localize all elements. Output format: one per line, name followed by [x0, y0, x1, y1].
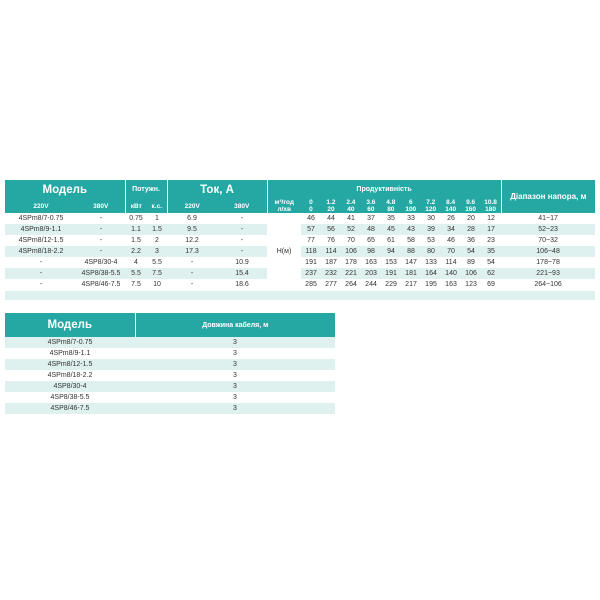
current-header: Ток, А — [167, 180, 267, 199]
cable-model-cell: 4SPm8/18-2.2 — [5, 370, 135, 381]
head-value-cell: 61 — [381, 235, 401, 246]
cable-length-cell: 3 — [135, 359, 335, 370]
cable-length-cell: 3 — [135, 337, 335, 348]
head-value-cell: 54 — [481, 257, 501, 268]
current-220v-cell: 9.5 — [167, 224, 217, 235]
cable-table-row — [5, 370, 335, 381]
model-380v-cell: - — [77, 213, 125, 224]
flow-m3-value: 0 — [301, 199, 321, 206]
cable-length-header: Довжина кабеля, м — [135, 313, 335, 337]
head-value-cell: 41 — [341, 213, 361, 224]
cable-length-cell: 3 — [135, 381, 335, 392]
head-value-cell: 140 — [441, 268, 461, 279]
current-380v-cell: 10.9 — [217, 257, 267, 268]
cable-table-row — [5, 381, 335, 392]
power-kw-cell: 0.75 — [125, 213, 147, 224]
flow-l-value: 20 — [321, 206, 341, 213]
head-value-cell: 36 — [461, 235, 481, 246]
power-hp-cell: 10 — [147, 279, 167, 290]
head-value-cell: 203 — [361, 268, 381, 279]
cable-table-row — [5, 337, 335, 348]
voltage-220-header: 220V — [5, 199, 77, 213]
cable-length-cell: 3 — [135, 403, 335, 414]
model-380v-cell: - — [77, 235, 125, 246]
model-220v-cell: 4SPm8/18-2.2 — [5, 246, 77, 257]
cable-length-cell: 3 — [135, 370, 335, 381]
cable-table-row — [5, 392, 335, 403]
hp-header: к.с. — [147, 199, 167, 213]
flow-unit-m3: м³/год — [274, 199, 294, 206]
flow-l-value: 140 — [441, 206, 461, 213]
cable-length-cell: 3 — [135, 348, 335, 359]
head-value-cell: 114 — [321, 246, 341, 257]
spec-table-row — [5, 224, 595, 235]
current-220v-cell: - — [167, 268, 217, 279]
head-value-cell: 35 — [381, 213, 401, 224]
head-value-cell: 46 — [301, 213, 321, 224]
head-value-cell: 163 — [441, 279, 461, 290]
head-value-cell: 187 — [321, 257, 341, 268]
head-value-cell: 244 — [361, 279, 381, 290]
model-380v-cell: - — [77, 224, 125, 235]
head-value-cell: 94 — [381, 246, 401, 257]
head-value-cell: 163 — [361, 257, 381, 268]
flow-l-value: 120 — [421, 206, 441, 213]
power-kw-cell: 5.5 — [125, 268, 147, 279]
head-value-cell: 58 — [401, 235, 421, 246]
head-value-cell: 53 — [421, 235, 441, 246]
head-value-cell: 52 — [341, 224, 361, 235]
spec-table-row — [5, 268, 595, 279]
head-value-cell: 277 — [321, 279, 341, 290]
spec-table-footer-band — [5, 291, 595, 300]
cable-model-cell: 4SPm8/12-1.5 — [5, 359, 135, 370]
flow-unit-l: л/хв — [277, 206, 292, 213]
cable-length-table — [5, 313, 335, 414]
kw-header: кВт — [125, 199, 147, 213]
current-220v-cell: - — [167, 257, 217, 268]
pump-spec-table-container — [5, 180, 595, 300]
power-hp-cell: 3 — [147, 246, 167, 257]
head-value-cell: 37 — [361, 213, 381, 224]
head-value-cell: 45 — [381, 224, 401, 235]
head-value-cell: 44 — [321, 213, 341, 224]
current-380v-cell: - — [217, 224, 267, 235]
flow-l-value: 80 — [381, 206, 401, 213]
cable-table-row — [5, 403, 335, 414]
power-kw-cell: 7.5 — [125, 279, 147, 290]
flow-values-header — [301, 199, 501, 213]
flow-m3-value: 6 — [401, 199, 421, 206]
model-220v-cell: 4SPm8/7-0.75 — [5, 213, 77, 224]
head-value-cell: 217 — [401, 279, 421, 290]
head-value-cell: 17 — [481, 224, 501, 235]
head-value-cell: 28 — [461, 224, 481, 235]
power-hp-cell: 1 — [147, 213, 167, 224]
head-range-cell: 264~106 — [501, 279, 595, 290]
head-value-cell: 98 — [361, 246, 381, 257]
model-380v-cell: 4SP8/30-4 — [77, 257, 125, 268]
current-220-header: 220V — [167, 199, 217, 213]
cable-model-cell: 4SP8/46-7.5 — [5, 403, 135, 414]
head-value-cell: 147 — [401, 257, 421, 268]
head-value-cell: 70 — [441, 246, 461, 257]
flow-l-value: 60 — [361, 206, 381, 213]
cable-model-cell: 4SP8/30-4 — [5, 381, 135, 392]
model-380v-cell: 4SP8/46-7.5 — [77, 279, 125, 290]
power-kw-cell: 4 — [125, 257, 147, 268]
head-value-cell: 164 — [421, 268, 441, 279]
head-value-cell: 56 — [321, 224, 341, 235]
spec-table-row — [5, 279, 595, 290]
model-header: Модель — [5, 180, 125, 199]
spec-table-body — [5, 213, 595, 290]
flow-l-value: 40 — [341, 206, 361, 213]
spec-table-row — [5, 246, 595, 257]
current-380v-cell: - — [217, 235, 267, 246]
head-value-cell: 195 — [421, 279, 441, 290]
current-380v-cell: - — [217, 246, 267, 257]
voltage-380-header: 380V — [77, 199, 125, 213]
spec-table-row — [5, 213, 595, 224]
cable-table-container — [5, 313, 335, 414]
head-value-cell: 80 — [421, 246, 441, 257]
flow-units-header — [267, 199, 301, 213]
power-hp-cell: 2 — [147, 235, 167, 246]
cable-table-row — [5, 359, 335, 370]
flow-m3-value: 3.6 — [361, 199, 381, 206]
cable-table-body — [5, 337, 335, 414]
model-220v-cell: - — [5, 257, 77, 268]
power-hp-cell: 1.5 — [147, 224, 167, 235]
head-value-cell: 285 — [301, 279, 321, 290]
head-value-cell: 237 — [301, 268, 321, 279]
power-kw-cell: 2.2 — [125, 246, 147, 257]
cable-table-row — [5, 348, 335, 359]
head-unit-label: H(м) — [267, 213, 301, 290]
head-value-cell: 12 — [481, 213, 501, 224]
flow-l-value: 0 — [301, 206, 321, 213]
head-value-cell: 133 — [421, 257, 441, 268]
head-value-cell: 39 — [421, 224, 441, 235]
flow-m3-value: 9.6 — [461, 199, 481, 206]
head-value-cell: 33 — [401, 213, 421, 224]
head-value-cell: 62 — [481, 268, 501, 279]
current-220v-cell: 17.3 — [167, 246, 217, 257]
head-range-cell: 52~23 — [501, 224, 595, 235]
head-range-header: Діапазон напора, м — [501, 180, 595, 213]
head-value-cell: 114 — [441, 257, 461, 268]
pump-spec-table — [5, 180, 595, 290]
head-value-cell: 54 — [461, 246, 481, 257]
cable-length-cell: 3 — [135, 392, 335, 403]
model-220v-cell: 4SPm8/9-1.1 — [5, 224, 77, 235]
head-value-cell: 88 — [401, 246, 421, 257]
head-range-cell: 178~78 — [501, 257, 595, 268]
cable-table-header — [5, 313, 335, 337]
flow-m3-value: 8.4 — [441, 199, 461, 206]
head-value-cell: 191 — [301, 257, 321, 268]
head-value-cell: 43 — [401, 224, 421, 235]
flow-m3-value: 1.2 — [321, 199, 341, 206]
current-220v-cell: 6.9 — [167, 213, 217, 224]
head-value-cell: 153 — [381, 257, 401, 268]
head-value-cell: 232 — [321, 268, 341, 279]
flow-l-row — [301, 206, 501, 213]
head-value-cell: 30 — [421, 213, 441, 224]
current-380v-cell: - — [217, 213, 267, 224]
cable-model-cell: 4SP8/38-5.5 — [5, 392, 135, 403]
flow-m3-value: 4.8 — [381, 199, 401, 206]
head-value-cell: 89 — [461, 257, 481, 268]
model-220v-cell: - — [5, 268, 77, 279]
model-380v-cell: - — [77, 246, 125, 257]
model-220v-cell: - — [5, 279, 77, 290]
head-value-cell: 118 — [301, 246, 321, 257]
head-value-cell: 123 — [461, 279, 481, 290]
flow-l-value: 160 — [461, 206, 481, 213]
productivity-header: Продуктивність — [267, 180, 501, 199]
current-380-header: 380V — [217, 199, 267, 213]
flow-l-value: 100 — [401, 206, 421, 213]
cable-model-header: Модель — [5, 313, 135, 337]
flow-l-value: 180 — [481, 206, 501, 213]
head-value-cell: 69 — [481, 279, 501, 290]
head-value-cell: 181 — [401, 268, 421, 279]
spec-table-row — [5, 235, 595, 246]
cable-model-cell: 4SPm8/7-0.75 — [5, 337, 135, 348]
head-value-cell: 229 — [381, 279, 401, 290]
head-range-cell: 41~17 — [501, 213, 595, 224]
flow-m3-value: 10.8 — [481, 199, 501, 206]
head-value-cell: 191 — [381, 268, 401, 279]
current-220v-cell: - — [167, 279, 217, 290]
head-value-cell: 106 — [461, 268, 481, 279]
head-value-cell: 34 — [441, 224, 461, 235]
head-value-cell: 65 — [361, 235, 381, 246]
head-value-cell: 48 — [361, 224, 381, 235]
head-value-cell: 264 — [341, 279, 361, 290]
model-220v-cell: 4SPm8/12-1.5 — [5, 235, 77, 246]
head-value-cell: 221 — [341, 268, 361, 279]
spec-table-row — [5, 257, 595, 268]
head-range-cell: 106~48 — [501, 246, 595, 257]
head-value-cell: 77 — [301, 235, 321, 246]
head-value-cell: 23 — [481, 235, 501, 246]
head-value-cell: 106 — [341, 246, 361, 257]
flow-m3-value: 7.2 — [421, 199, 441, 206]
head-value-cell: 26 — [441, 213, 461, 224]
head-value-cell: 57 — [301, 224, 321, 235]
power-kw-cell: 1.1 — [125, 224, 147, 235]
flow-m3-value: 2.4 — [341, 199, 361, 206]
head-range-cell: 70~32 — [501, 235, 595, 246]
current-380v-cell: 15.4 — [217, 268, 267, 279]
head-value-cell: 76 — [321, 235, 341, 246]
power-header: Потужн. — [125, 180, 167, 199]
power-kw-cell: 1.5 — [125, 235, 147, 246]
head-value-cell: 20 — [461, 213, 481, 224]
current-380v-cell: 18.6 — [217, 279, 267, 290]
flow-m3-row — [301, 199, 501, 206]
power-hp-cell: 7.5 — [147, 268, 167, 279]
head-value-cell: 46 — [441, 235, 461, 246]
head-value-cell: 70 — [341, 235, 361, 246]
current-220v-cell: 12.2 — [167, 235, 217, 246]
head-value-cell: 35 — [481, 246, 501, 257]
model-380v-cell: 4SP8/38-5.5 — [77, 268, 125, 279]
head-value-cell: 178 — [341, 257, 361, 268]
cable-model-cell: 4SPm8/9-1.1 — [5, 348, 135, 359]
head-range-cell: 221~93 — [501, 268, 595, 279]
spec-table-header — [5, 180, 595, 213]
flow-values-grid — [301, 199, 501, 213]
power-hp-cell: 5.5 — [147, 257, 167, 268]
